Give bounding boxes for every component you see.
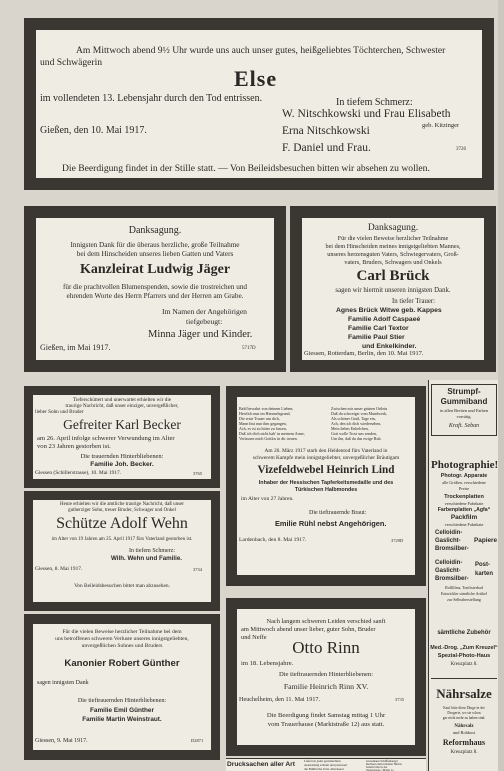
becker-text-5: von 23 Jahren gestorben ist.	[37, 443, 111, 450]
rinn-age: im 18. Lebensjahre.	[241, 660, 294, 667]
else-member-3: F. Daniel und Frau.	[282, 142, 371, 154]
guenther-grief: Die tieftrauernden Hinterbliebenen:	[77, 697, 167, 704]
plates-2: verschiedene Fabrikate	[444, 501, 484, 506]
lind-grief: Die tieftrauernde Braut:	[309, 510, 367, 516]
wehn-sign: Wilh. Wehn und Familie.	[111, 555, 182, 562]
footer-ad	[226, 758, 426, 771]
brueck-text-4: vaters, Bruders, Schwagers und Onkels	[344, 259, 442, 266]
jaeger-place-date: Gießen, im Mai 1917.	[40, 343, 111, 352]
footer-right-3: Jedem bitte in der	[366, 765, 388, 769]
guenther-text-3: unvergeßlichen Sohnes und Bruders	[81, 643, 163, 649]
rinn-text-2: am Mittwoch abend unser lieber, guter Sohn, Bruder	[241, 626, 376, 633]
shop-2: Spezial-Photo-Haus	[437, 653, 491, 659]
post-2: karten	[475, 571, 494, 577]
brueck-member-4: Familie Paul Stier	[348, 334, 405, 341]
wehn-text-2: gutherziger Sohn, treuer Bruder, Schwager und Onkel	[68, 508, 176, 513]
guenther-text-4: sagen innigsten Dank	[37, 680, 89, 686]
shop-addr: Kreuzplatz 8.	[450, 662, 478, 667]
paper-2: Packfilm	[450, 514, 478, 521]
lind-sub-2: Türkischen Halbmondes	[294, 487, 358, 493]
misc-3: zur Selbstherstellung	[447, 597, 481, 602]
photo-sub-1: Photogr. Apparate	[440, 473, 488, 479]
brueck-text-1: Für die vielen Beweise herzlicher Teilnahme	[337, 235, 449, 242]
becker-text-2: traurige Nachricht, daß unser einziger, unvergeßlicher,	[65, 403, 179, 409]
notice-wehn	[33, 500, 211, 602]
brueck-text-5: sagen wir hiermit unseren innigsten Dank.	[335, 287, 451, 294]
notice-lind	[237, 397, 415, 575]
lind-verse-l6: Daß ich dich nicht hab' in meinem Arme,	[239, 431, 305, 436]
brueck-text-2: bei dem Hinscheiden meines innigstgeliebten Mannes,	[325, 243, 461, 250]
guenther-name: Kanonier Robert Günther	[64, 658, 180, 669]
guenther-code: D2871	[191, 738, 204, 743]
notice-becker	[33, 395, 211, 479]
jaeger-code: 5717D	[242, 346, 256, 351]
notice-guenther	[33, 624, 211, 750]
lind-sign: Emilie Rühl nebst Angehörigen.	[275, 519, 387, 528]
guenther-text-1: Für die vielen Beweise herzlicher Teilnahme bei dem	[62, 629, 182, 635]
strumpf-4: vorrätig.	[456, 414, 472, 419]
lind-verse-r4: Ach, den ich dich wiedersehen,	[331, 421, 382, 426]
lind-verse-l3: Die erste Trauer um dich,	[239, 416, 280, 421]
wehn-name: Schütze Adolf Wehn	[56, 515, 188, 532]
lind-verse-r1: Zwischen mir unser grünen Ortlein	[331, 406, 388, 411]
lind-verse-l1: Bald bewahrt von deinem Lieben,	[239, 406, 294, 411]
else-member-2: Erna Nitschkowski	[282, 125, 370, 137]
celloidin2-3: Bromsilber-	[435, 576, 469, 582]
rinn-grief: Die tieftrauernden Hinterbliebenen:	[278, 671, 374, 678]
rinn-funeral-1: Die Beerdigung findet Samstag mittag 1 Uhr	[266, 712, 386, 719]
jaeger-text-3: für die prachtvollen Blumenspenden, sowie die trostreichen und	[62, 283, 248, 291]
jaeger-behalf: Im Namen der Angehörigen	[162, 307, 247, 316]
becker-text-4: am 26. April infolge schwerer Verwundung im Alter	[37, 435, 175, 442]
naehr-5: und Rohkost	[452, 730, 476, 735]
celloidin-2: Gaslicht-	[435, 538, 461, 544]
footer-mid-2: Ausstattung schnell und preiswert	[304, 763, 348, 767]
celloidin2-1: Celloidin-	[435, 560, 463, 566]
lind-verse-l2: Herrlich nun im Himmelsgrund,	[239, 411, 291, 416]
rinn-code: 3735	[395, 697, 404, 702]
lind-verse-r6: Gott wolle Trost uns senden,	[331, 431, 377, 436]
misc-2: Entwickler sämtliche Artikel	[441, 591, 487, 596]
wehn-place-date: Giessen, 8. Mai 1917.	[35, 566, 83, 572]
guenther-place-date: Giessen, 9. Mai 1917.	[35, 738, 88, 744]
becker-grief: Die trauernden Hinterbliebenen:	[80, 453, 164, 460]
strumpf-2: Gummiband	[440, 397, 488, 406]
rinn-place-date: Heuchelheim, den 11. Mai 1917.	[239, 696, 321, 703]
brueck-member-3: Familie Carl Textor	[348, 325, 409, 332]
jaeger-sign: Minna Jäger und Kinder.	[148, 329, 253, 340]
wehn-grief: In tiefem Schmerz:	[129, 548, 175, 554]
else-grief: In tiefem Schmerz:	[336, 97, 413, 108]
strumpf-1: Strumpf-	[447, 387, 481, 396]
brueck-text-3: unseres herzensguten Vaters, Schwiegervaters, Groß-	[327, 251, 459, 258]
lind-verse-r3: Als schöner Gruß, Tage ein,	[331, 416, 376, 421]
jaeger-heading: Danksagung.	[128, 225, 182, 236]
becker-text-3: lieber Sohn und Bruder	[35, 409, 84, 415]
else-member-1: W. Nitschkowski und Frau Elisabeth	[282, 108, 451, 120]
guenther-text-2: uns betroffenen schweren Verluste unseres innigstgeliebten,	[55, 636, 189, 642]
footer-mid-1: Liefert in jeder gewünschten	[304, 759, 341, 763]
footer-mid-3: die Brühl'sche Univ.-Druckerei	[304, 767, 344, 771]
becker-code: 3765	[193, 471, 202, 476]
jaeger-behalf-2: tiefgebeugt:	[186, 317, 223, 326]
guenther-member-2: Familie Martin Weinstraut.	[82, 716, 162, 723]
photo-sub-3: Preise	[458, 486, 470, 491]
else-line: im vollendeten 13. Lebensjahr durch den Tod entrissen.	[40, 93, 263, 104]
naehr-3: gar nicht mehr zu haben sind.	[442, 716, 486, 720]
ad-photo-title: Photographie!	[431, 459, 498, 471]
else-member-1-note: geb. Kitzinger	[422, 122, 460, 129]
celloidin-1: Celloidin-	[435, 530, 463, 536]
post-1: Post-	[475, 562, 490, 568]
becker-text-1: Tieferschüttert und unerwartet erhielten wir die	[72, 397, 172, 403]
notice-rinn	[237, 609, 415, 745]
naehr-4: Nährsalz	[454, 724, 474, 729]
naehr-6: Reformhaus	[442, 738, 486, 747]
jaeger-name: Kanzleirat Ludwig Jäger	[79, 262, 231, 277]
lind-verse-r7: Um ihn, daß du das ewige Ruh.	[331, 436, 382, 441]
celloidin2-2: Gaslicht-	[435, 568, 461, 574]
shop-1: Med.-Drog. „Zum Kreuzel“	[430, 645, 498, 651]
page-edge	[498, 0, 504, 771]
rinn-sign: Familie Heinrich Rinn XV.	[283, 682, 369, 691]
else-intro2: und Schwägerin	[40, 57, 103, 68]
brueck-place-date: Giessen, Rotterdam, Berlin, den 10. Mai 1917.	[304, 350, 424, 357]
lind-place-date: Lardenbach, den 8. Mai 1917.	[239, 537, 307, 543]
lind-text-1: Am 26. März 1917 starb den Heldentod fürs Vaterland in	[264, 448, 388, 454]
lind-age: im Alter von 27 Jahren.	[241, 496, 294, 502]
wehn-text-1: Heute erhielten wir die amtliche traurige Nachricht, daß unser	[60, 502, 184, 507]
papiere: Papiere	[474, 537, 498, 544]
strumpf-5: Kraft. Seban	[448, 423, 480, 429]
notice-else	[36, 30, 482, 178]
chem: verschiedene Fabrikate	[444, 522, 484, 527]
lind-text-2: schwerem Kampfe mein innigstgeliebter, unvergeßlicher Bräutigam	[252, 455, 400, 461]
jaeger-text-2: bei dem Hinscheiden unseres lieben Gatten und Vaters	[76, 250, 234, 258]
lind-verse-r5: Mein liebes Enkelchen,	[331, 426, 369, 431]
footer-right-4: Siegesgasse / Markt 1a	[366, 768, 394, 771]
ad-naehr-box	[431, 678, 497, 770]
misc-1: Rollfilms, Tonfixierbad	[445, 585, 483, 590]
brueck-grief: In tiefer Trauer:	[392, 298, 436, 305]
lind-sub-1: Inhaber der Hessischen Tapferkeitsmedaille und des	[258, 480, 394, 486]
brueck-member-5: und Enkelkinder.	[362, 343, 417, 350]
brueck-member-2: Familie Adolf Caspaeé	[348, 316, 421, 323]
lind-code: 3729D	[391, 538, 404, 543]
else-code: 3726	[456, 147, 466, 152]
lind-verse-l5: Ach, es ist zu bitter zu fassen,	[239, 426, 287, 431]
guenther-member-1: Familie Emil Günther	[90, 707, 154, 714]
naehr-1: Kauf bitte diese Dinge in der	[443, 706, 485, 710]
photo-sub-2: alle Größen, verschiedene	[442, 480, 486, 485]
notice-brueck	[302, 218, 484, 360]
else-name: Else	[234, 66, 278, 91]
notice-jaeger	[36, 218, 274, 360]
else-place-date: Gießen, den 10. Mai 1917.	[40, 125, 147, 136]
naehr-title: Nährsalze	[436, 686, 492, 701]
celloidin-3: Bromsilber-	[435, 546, 469, 552]
brueck-member-1: Agnes Brück Witwe geb. Kappes	[336, 307, 442, 314]
jaeger-text-4: ehrenden Worte des Herrn Pfarrers und der Herren am Grabe.	[66, 292, 244, 300]
footer-right-2: Rechnen dem schönen Herbst	[366, 762, 402, 766]
wehn-text-3: im Alter von 19 Jahren am 25. April 1917 fürs Vaterland gestorben ist.	[51, 537, 193, 542]
becker-place-date: Giessen (Schillerstrasse), 10. Mai 1917.	[35, 470, 122, 476]
sidebar-ads	[428, 380, 498, 771]
else-funeral: Die Beerdigung findet in der Stille statt. — Von Beileidsbesuchen bitten wir absehen zu wollen.	[62, 163, 430, 174]
lind-verse-l7: Verlassen mich Gottlos in dir treuen.	[239, 436, 298, 441]
rinn-text-1: Nach langem schweren Leiden verschied sanft	[266, 618, 386, 625]
strumpf-3: in allen Breiten und Farben	[439, 408, 489, 413]
lind-name: Vizefeldwebel Heinrich Lind	[257, 464, 395, 476]
becker-sign: Familie Joh. Becker.	[90, 461, 154, 468]
wehn-note: Von Beileidsbesuchen bittet man abzusehen.	[74, 583, 170, 589]
becker-name: Gefreiter Karl Becker	[63, 417, 181, 432]
else-intro: Am Mittwoch abend 9½ Uhr wurde uns auch unser gutes, heißgeliebtes Töchterchen, Schwester	[76, 45, 446, 56]
footer-left: Drucksachen aller Art	[227, 761, 295, 768]
rinn-funeral-2: vom Trauerhause (Marktstraße 12) aus statt.	[267, 721, 385, 728]
jaeger-text-1: Innigsten Dank für die überaus herzliche, große Teilnahme	[70, 241, 240, 249]
plates-1: Trockenplatten	[444, 494, 484, 500]
rinn-text-3: und Neffe	[241, 634, 267, 641]
lind-verse-l4: Mann bist nun ihm gegangen,	[239, 421, 287, 426]
lind-verse-r2: Daß du schweigst vom Mundwerk,	[331, 411, 388, 416]
wehn-code: 3734	[193, 567, 202, 572]
rinn-name: Otto Rinn	[292, 638, 360, 657]
brueck-heading: Danksagung.	[367, 222, 419, 233]
naehr-2: Drogerie, wo sie schon	[447, 711, 481, 715]
ad-strumpf	[431, 384, 497, 436]
brueck-name: Carl Brück	[356, 268, 430, 284]
footer-right-1: Gressmann Schiffenberger	[366, 759, 398, 763]
paper-1: Farbenplatten „Agfa“	[437, 507, 491, 513]
misc-4: sämtliche Zubehör	[437, 630, 491, 636]
naehr-7: Kreuzplatz 8.	[450, 750, 478, 755]
